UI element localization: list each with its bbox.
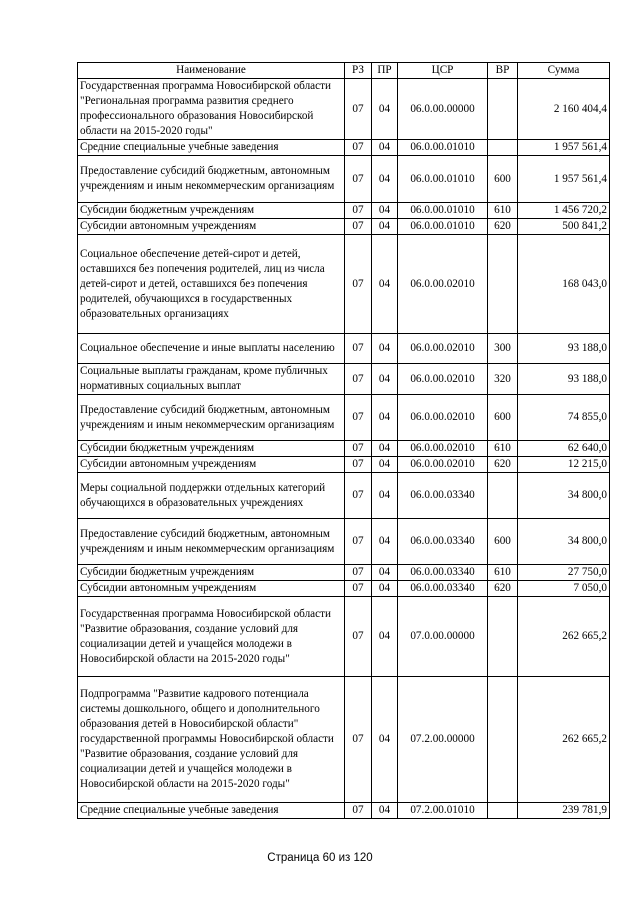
cell-sum: 1 957 561,4 [518, 140, 610, 156]
cell-sum: 500 841,2 [518, 219, 610, 235]
cell-pr: 04 [372, 203, 398, 219]
table-row [78, 79, 610, 140]
cell-pr: 04 [372, 803, 398, 819]
cell-vr: 620 [488, 581, 518, 597]
cell-rz: 07 [345, 79, 372, 140]
table-row [78, 441, 610, 457]
cell-sum: 12 215,0 [518, 457, 610, 473]
cell-rz: 07 [345, 364, 372, 395]
cell-sum: 239 781,9 [518, 803, 610, 819]
cell-rz: 07 [345, 597, 372, 677]
cell-vr: 610 [488, 441, 518, 457]
table-row [78, 395, 610, 441]
cell-vr: 620 [488, 219, 518, 235]
cell-name: Социальное обеспечение детей-сирот и детей, оставшихся без попечения родителей, лиц из числа детей-сирот и детей, оставшихся без попечения родителей, обучающихся в государственных образовательных организациях [78, 235, 345, 334]
cell-csr: 06.0.00.01010 [398, 219, 488, 235]
cell-rz: 07 [345, 441, 372, 457]
cell-csr: 06.0.00.00000 [398, 79, 488, 140]
cell-csr: 06.0.00.01010 [398, 203, 488, 219]
cell-rz: 07 [345, 156, 372, 203]
table-row [78, 203, 610, 219]
cell-sum: 2 160 404,4 [518, 79, 610, 140]
cell-sum: 262 665,2 [518, 677, 610, 803]
cell-rz: 07 [345, 203, 372, 219]
cell-csr: 06.0.00.03340 [398, 581, 488, 597]
header-sum: Сумма [518, 63, 610, 79]
table-row [78, 597, 610, 677]
cell-vr [488, 79, 518, 140]
cell-csr: 07.2.00.01010 [398, 803, 488, 819]
cell-vr: 610 [488, 565, 518, 581]
cell-pr: 04 [372, 565, 398, 581]
table-row [78, 219, 610, 235]
cell-pr: 04 [372, 235, 398, 334]
table-row [78, 677, 610, 803]
cell-vr [488, 597, 518, 677]
cell-csr: 07.0.00.00000 [398, 597, 488, 677]
cell-name: Субсидии автономным учреждениям [78, 219, 345, 235]
cell-name: Предоставление субсидий бюджетным, автономным учреждениям и иным некоммерческим организациям [78, 395, 345, 441]
cell-pr: 04 [372, 597, 398, 677]
table-row [78, 565, 610, 581]
cell-rz: 07 [345, 140, 372, 156]
header-pr: ПР [372, 63, 398, 79]
cell-csr: 06.0.00.02010 [398, 364, 488, 395]
cell-name: Государственная программа Новосибирской области "Региональная программа развития среднего профессионального образования Новосибирской области на 2015-2020 годы" [78, 79, 345, 140]
table-row [78, 235, 610, 334]
cell-sum: 262 665,2 [518, 597, 610, 677]
cell-rz: 07 [345, 457, 372, 473]
table-row [78, 364, 610, 395]
cell-sum: 168 043,0 [518, 235, 610, 334]
cell-name: Социальные выплаты гражданам, кроме публичных нормативных социальных выплат [78, 364, 345, 395]
cell-vr [488, 803, 518, 819]
cell-csr: 07.2.00.00000 [398, 677, 488, 803]
cell-vr [488, 677, 518, 803]
cell-name: Предоставление субсидий бюджетным, автономным учреждениям и иным некоммерческим организациям [78, 156, 345, 203]
cell-pr: 04 [372, 457, 398, 473]
cell-name: Социальное обеспечение и иные выплаты населению [78, 334, 345, 364]
table-row [78, 140, 610, 156]
cell-vr: 600 [488, 156, 518, 203]
cell-rz: 07 [345, 473, 372, 519]
cell-sum: 1 456 720,2 [518, 203, 610, 219]
table-row [78, 473, 610, 519]
table-row [78, 803, 610, 819]
cell-vr: 300 [488, 334, 518, 364]
cell-name: Государственная программа Новосибирской области "Развитие образования, создание условий для социализации детей и учащейся молодежи в Новосибирской области на 2015-2020 годы" [78, 597, 345, 677]
cell-csr: 06.0.00.02010 [398, 334, 488, 364]
cell-csr: 06.0.00.02010 [398, 395, 488, 441]
cell-sum: 93 188,0 [518, 334, 610, 364]
cell-pr: 04 [372, 519, 398, 565]
cell-rz: 07 [345, 565, 372, 581]
cell-csr: 06.0.00.01010 [398, 140, 488, 156]
cell-pr: 04 [372, 219, 398, 235]
cell-pr: 04 [372, 581, 398, 597]
cell-rz: 07 [345, 219, 372, 235]
cell-pr: 04 [372, 156, 398, 203]
cell-sum: 62 640,0 [518, 441, 610, 457]
cell-pr: 04 [372, 364, 398, 395]
cell-sum: 7 050,0 [518, 581, 610, 597]
table-row [78, 334, 610, 364]
cell-rz: 07 [345, 235, 372, 334]
cell-rz: 07 [345, 395, 372, 441]
cell-name: Субсидии бюджетным учреждениям [78, 565, 345, 581]
cell-vr [488, 140, 518, 156]
cell-name: Субсидии бюджетным учреждениям [78, 441, 345, 457]
table-header-row [78, 63, 610, 79]
cell-pr: 04 [372, 334, 398, 364]
cell-sum: 27 750,0 [518, 565, 610, 581]
cell-name: Подпрограмма "Развитие кадрового потенциала системы дошкольного, общего и дополнительного образования детей в Новосибирской области" государственной программы Новосибирской области "Развитие образования, создание условий для социализации детей и учащейся молодежи в Новосибирской области на 2015-2020 годы" [78, 677, 345, 803]
cell-name: Субсидии бюджетным учреждениям [78, 203, 345, 219]
cell-csr: 06.0.00.02010 [398, 235, 488, 334]
cell-vr [488, 235, 518, 334]
cell-name: Меры социальной поддержки отдельных категорий обучающихся в образовательных учреждениях [78, 473, 345, 519]
table-row [78, 457, 610, 473]
cell-vr: 610 [488, 203, 518, 219]
cell-sum: 93 188,0 [518, 364, 610, 395]
page-footer: Страница 60 из 120 [267, 852, 373, 864]
cell-rz: 07 [345, 334, 372, 364]
cell-vr: 600 [488, 519, 518, 565]
table-row [78, 519, 610, 565]
cell-pr: 04 [372, 79, 398, 140]
header-csr: ЦСР [398, 63, 488, 79]
cell-csr: 06.0.00.02010 [398, 441, 488, 457]
cell-vr [488, 473, 518, 519]
cell-csr: 06.0.00.02010 [398, 457, 488, 473]
cell-pr: 04 [372, 395, 398, 441]
table-body [78, 79, 610, 819]
header-vr: ВР [488, 63, 518, 79]
cell-rz: 07 [345, 803, 372, 819]
header-rz: РЗ [345, 63, 372, 79]
cell-vr: 320 [488, 364, 518, 395]
cell-sum: 34 800,0 [518, 473, 610, 519]
header-name: Наименование [78, 63, 345, 79]
cell-name: Средние специальные учебные заведения [78, 803, 345, 819]
cell-name: Субсидии автономным учреждениям [78, 581, 345, 597]
cell-sum: 34 800,0 [518, 519, 610, 565]
cell-vr: 600 [488, 395, 518, 441]
cell-rz: 07 [345, 581, 372, 597]
cell-rz: 07 [345, 677, 372, 803]
cell-name: Субсидии автономным учреждениям [78, 457, 345, 473]
cell-rz: 07 [345, 519, 372, 565]
cell-sum: 1 957 561,4 [518, 156, 610, 203]
budget-table [77, 62, 610, 819]
cell-pr: 04 [372, 677, 398, 803]
cell-pr: 04 [372, 473, 398, 519]
cell-name: Средние специальные учебные заведения [78, 140, 345, 156]
cell-csr: 06.0.00.03340 [398, 519, 488, 565]
cell-pr: 04 [372, 441, 398, 457]
cell-sum: 74 855,0 [518, 395, 610, 441]
cell-csr: 06.0.00.01010 [398, 156, 488, 203]
cell-csr: 06.0.00.03340 [398, 473, 488, 519]
table-row [78, 156, 610, 203]
cell-vr: 620 [488, 457, 518, 473]
table-row [78, 581, 610, 597]
cell-pr: 04 [372, 140, 398, 156]
cell-name: Предоставление субсидий бюджетным, автономным учреждениям и иным некоммерческим организациям [78, 519, 345, 565]
cell-csr: 06.0.00.03340 [398, 565, 488, 581]
